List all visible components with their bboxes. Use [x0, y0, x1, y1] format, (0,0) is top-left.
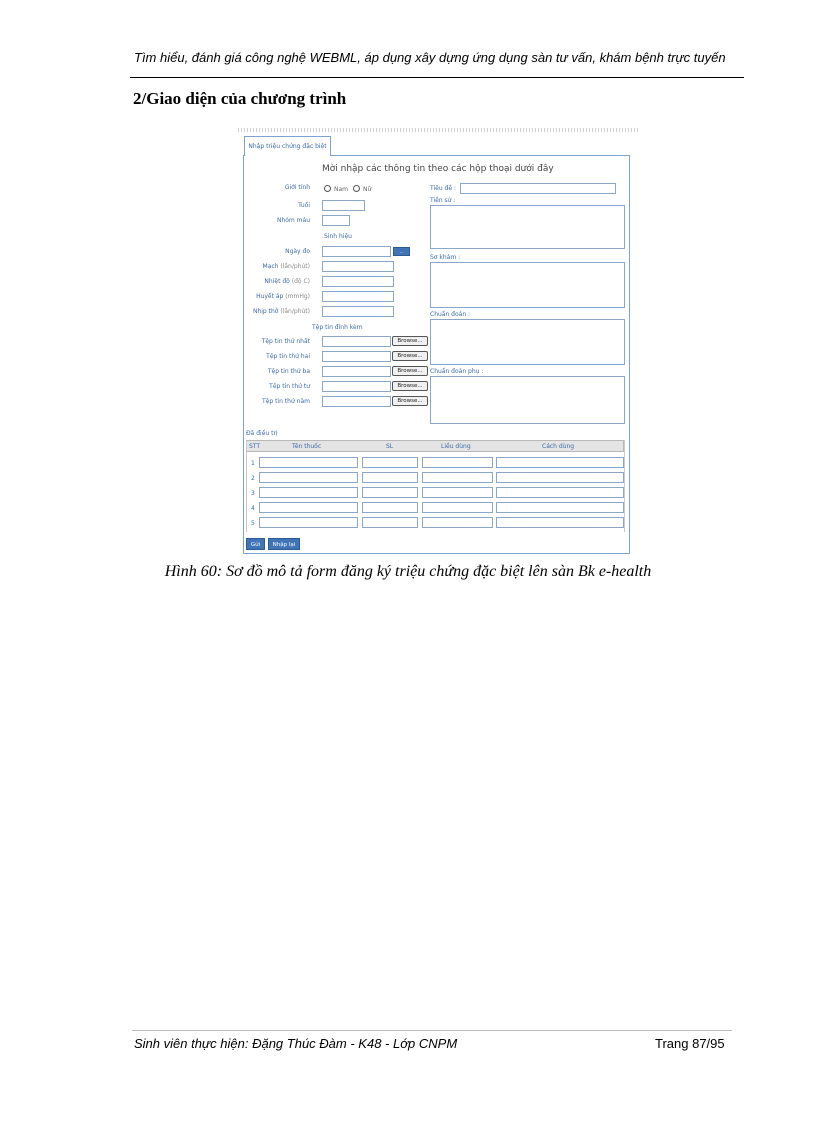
file-label: Tệp tin thứ ba	[267, 368, 310, 375]
drug-name-cell[interactable]	[259, 472, 358, 483]
form-figure	[238, 128, 638, 556]
file-label: Tệp tin thứ hai	[266, 353, 310, 360]
running-header: Tìm hiểu, đánh giá công nghệ WEBML, áp dụng xây dựng ứng dụng sàn tư vấn, khám bệnh trực tuyến	[134, 50, 726, 65]
th-quantity: SL	[386, 443, 394, 450]
drug-name-cell[interactable]	[259, 457, 358, 468]
blood-input[interactable]	[322, 215, 350, 226]
age-input[interactable]	[322, 200, 365, 211]
usage-cell[interactable]	[496, 502, 624, 513]
usage-cell[interactable]	[496, 517, 624, 528]
sub-diagnosis-label: Chuẩn đoán phụ :	[430, 368, 484, 375]
temp-text: Nhiệt độ	[264, 278, 290, 285]
th-stt: STT	[249, 443, 261, 450]
quantity-cell[interactable]	[362, 517, 418, 528]
file-label: Tệp tin thứ tư	[269, 383, 310, 390]
footer-author: Sinh viên thực hiện: Đặng Thúc Đàm - K48 - Lớp CNPM	[134, 1036, 458, 1051]
file-input[interactable]	[322, 336, 391, 347]
browse-button[interactable]: Browse...	[392, 396, 428, 406]
bp-label	[256, 293, 310, 300]
file-input[interactable]	[322, 351, 391, 362]
dosage-cell[interactable]	[422, 487, 493, 498]
th-dosage: Liều dùng	[441, 443, 471, 450]
browse-button[interactable]: Browse...	[392, 351, 428, 361]
subject-label: Tiêu đề :	[430, 185, 456, 192]
header-rule	[130, 77, 744, 78]
file-label: Tệp tin thứ năm	[262, 398, 310, 405]
usage-cell[interactable]	[496, 457, 624, 468]
exam-label: Sơ khám :	[430, 254, 461, 261]
form-heading: Mời nhập các thông tin theo các hộp thoại dưới đây	[322, 164, 554, 174]
footer-page-number: Trang 87/95	[655, 1036, 725, 1051]
quantity-cell[interactable]	[362, 502, 418, 513]
quantity-cell[interactable]	[362, 472, 418, 483]
diagnosis-label: Chuẩn đoán :	[430, 311, 471, 318]
drug-name-cell[interactable]	[259, 502, 358, 513]
dosage-cell[interactable]	[422, 502, 493, 513]
history-textarea[interactable]	[430, 205, 625, 249]
row-number: 3	[251, 490, 255, 497]
footer-rule	[132, 1030, 732, 1031]
table-border-right	[624, 440, 625, 532]
blood-label: Nhóm máu	[276, 217, 310, 224]
dosage-cell[interactable]	[422, 517, 493, 528]
bp-input[interactable]	[322, 291, 394, 302]
quantity-cell[interactable]	[362, 457, 418, 468]
history-label: Tiền sử :	[430, 197, 456, 204]
exam-textarea[interactable]	[430, 262, 625, 308]
age-label: Tuổi	[298, 202, 310, 209]
gender-male-label: Nam	[334, 186, 349, 193]
figure-top-border	[238, 128, 638, 132]
row-number: 1	[251, 460, 255, 467]
file-input[interactable]	[322, 396, 391, 407]
gender-male-radio[interactable]	[324, 185, 331, 192]
pulse-label	[262, 263, 310, 270]
file-input[interactable]	[322, 366, 391, 377]
pulse-text: Mạch	[262, 263, 279, 270]
file-label: Tệp tin thứ nhất	[261, 338, 310, 345]
usage-cell[interactable]	[496, 487, 624, 498]
th-usage: Cách dùng	[542, 443, 575, 450]
temp-label	[264, 278, 310, 285]
gender-female-radio[interactable]	[353, 185, 360, 192]
usage-cell[interactable]	[496, 472, 624, 483]
tab-special-symptoms[interactable]: Nhập triệu chứng đặc biệt	[244, 136, 331, 156]
diagnosis-textarea[interactable]	[430, 319, 625, 365]
date-input[interactable]	[322, 246, 391, 257]
breath-label	[253, 308, 310, 315]
temp-unit: (độ C)	[291, 278, 310, 285]
sub-diagnosis-textarea[interactable]	[430, 376, 625, 424]
row-number: 2	[251, 475, 255, 482]
quantity-cell[interactable]	[362, 487, 418, 498]
file-input[interactable]	[322, 381, 391, 392]
breath-input[interactable]	[322, 306, 394, 317]
pulse-unit: (lần/phút)	[280, 263, 310, 270]
browse-button[interactable]: Browse...	[392, 381, 428, 391]
browse-button[interactable]: Browse...	[392, 336, 428, 346]
th-drug-name: Tên thuốc	[292, 443, 322, 450]
dosage-cell[interactable]	[422, 472, 493, 483]
section-title: 2/Giao diện của chương trình	[133, 89, 347, 108]
bp-unit: (mmHg)	[285, 293, 310, 300]
subject-input[interactable]	[460, 183, 616, 194]
table-border-left	[246, 440, 247, 532]
temp-input[interactable]	[322, 276, 394, 287]
drug-name-cell[interactable]	[259, 487, 358, 498]
vitals-heading: Sinh hiệu	[324, 233, 352, 240]
gender-female-label: Nữ	[363, 186, 372, 193]
bp-text: Huyết áp	[256, 293, 284, 300]
breath-unit: (lần/phút)	[280, 308, 310, 315]
pulse-input[interactable]	[322, 261, 394, 272]
gender-label: Giới tính	[284, 184, 310, 191]
row-number: 4	[251, 505, 255, 512]
submit-button[interactable]: Gửi	[246, 538, 265, 550]
drug-name-cell[interactable]	[259, 517, 358, 528]
figure-caption: Hình 60: Sơ đồ mô tả form đăng ký triệu chứng đặc biệt lên sàn Bk e-health	[164, 563, 652, 580]
browse-button[interactable]: Browse...	[392, 366, 428, 376]
dosage-cell[interactable]	[422, 457, 493, 468]
calendar-button[interactable]: ...	[393, 247, 410, 256]
attach-heading: Tệp tin đính kèm	[312, 324, 363, 331]
row-number: 5	[251, 520, 255, 527]
breath-text: Nhịp thở	[252, 308, 279, 315]
treated-label: Đã điều trị	[246, 430, 278, 437]
date-label: Ngày đo	[285, 248, 310, 255]
reset-button[interactable]: Nhập lại	[268, 538, 300, 550]
